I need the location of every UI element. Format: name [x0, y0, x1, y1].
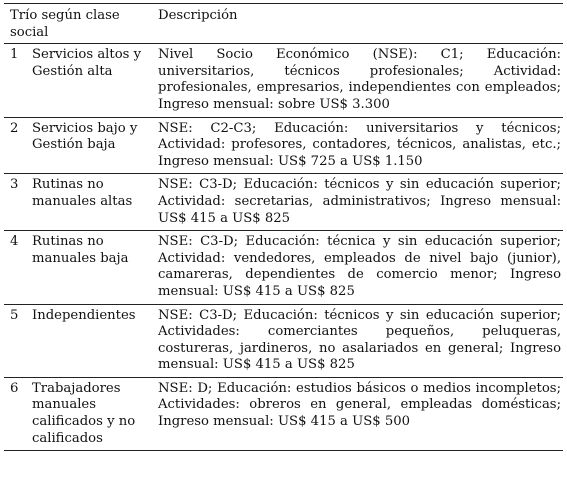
- table-row: [4, 377, 563, 450]
- table-header: [4, 4, 563, 44]
- row-class-name: Rutinas no manuales baja: [30, 231, 156, 304]
- header-descripcion: Descripción: [156, 4, 563, 44]
- table-row: [4, 231, 563, 304]
- row-class-name: Trabajadores manuales calificados y no calificados: [30, 377, 156, 450]
- header-row: [4, 4, 563, 44]
- table-body: [4, 44, 563, 451]
- row-description: NSE: C3-D; Educación: técnica y sin educación superior; Actividad: vendedores, empleados de nivel bajo (junior), camareras, dependientes de comercio menor; Ingreso mensual: US$ 415 a US$ 825: [156, 231, 563, 304]
- table-row: [4, 44, 563, 117]
- table-row: [4, 117, 563, 174]
- social-class-table: [4, 3, 563, 451]
- row-number: 5: [4, 304, 30, 377]
- row-class-name: Servicios altos y Gestión alta: [30, 44, 156, 117]
- row-class-name: Independientes: [30, 304, 156, 377]
- row-number: 6: [4, 377, 30, 450]
- header-trio: Trío según clase social: [4, 4, 156, 44]
- row-class-name: Rutinas no manuales altas: [30, 174, 156, 231]
- row-description: NSE: C2-C3; Educación: universitarios y técnicos; Actividad: profesores, contadores, técnicos, analistas, etc.; Ingreso mensual: US$ 725 a US$ 1.150: [156, 117, 563, 174]
- row-number: 3: [4, 174, 30, 231]
- row-description: NSE: C3-D; Educación: técnicos y sin educación superior; Actividades: comerciantes pequeños, peluqueras, costureras, jardineros, no asalariados en general; Ingreso mensual: US$ 415 a US$ 825: [156, 304, 563, 377]
- table-row: [4, 174, 563, 231]
- row-description: NSE: C3-D; Educación: técnicos y sin educación superior; Actividad: secretarias, administrativos; Ingreso mensual: US$ 415 a US$ 825: [156, 174, 563, 231]
- row-number: 1: [4, 44, 30, 117]
- row-class-name: Servicios bajo y Gestión baja: [30, 117, 156, 174]
- row-number: 2: [4, 117, 30, 174]
- table-row: [4, 304, 563, 377]
- row-description: NSE: D; Educación: estudios básicos o medios incompletos; Actividades: obreros en general, empleadas domésticas; Ingreso mensual: US$ 415 a US$ 500: [156, 377, 563, 450]
- row-description: Nivel Socio Económico (NSE): C1; Educación: universitarios, técnicos profesionales; Actividad: profesionales, empresarios, independientes con empleados; Ingreso mensual: sobre US$ 3.300: [156, 44, 563, 117]
- row-number: 4: [4, 231, 30, 304]
